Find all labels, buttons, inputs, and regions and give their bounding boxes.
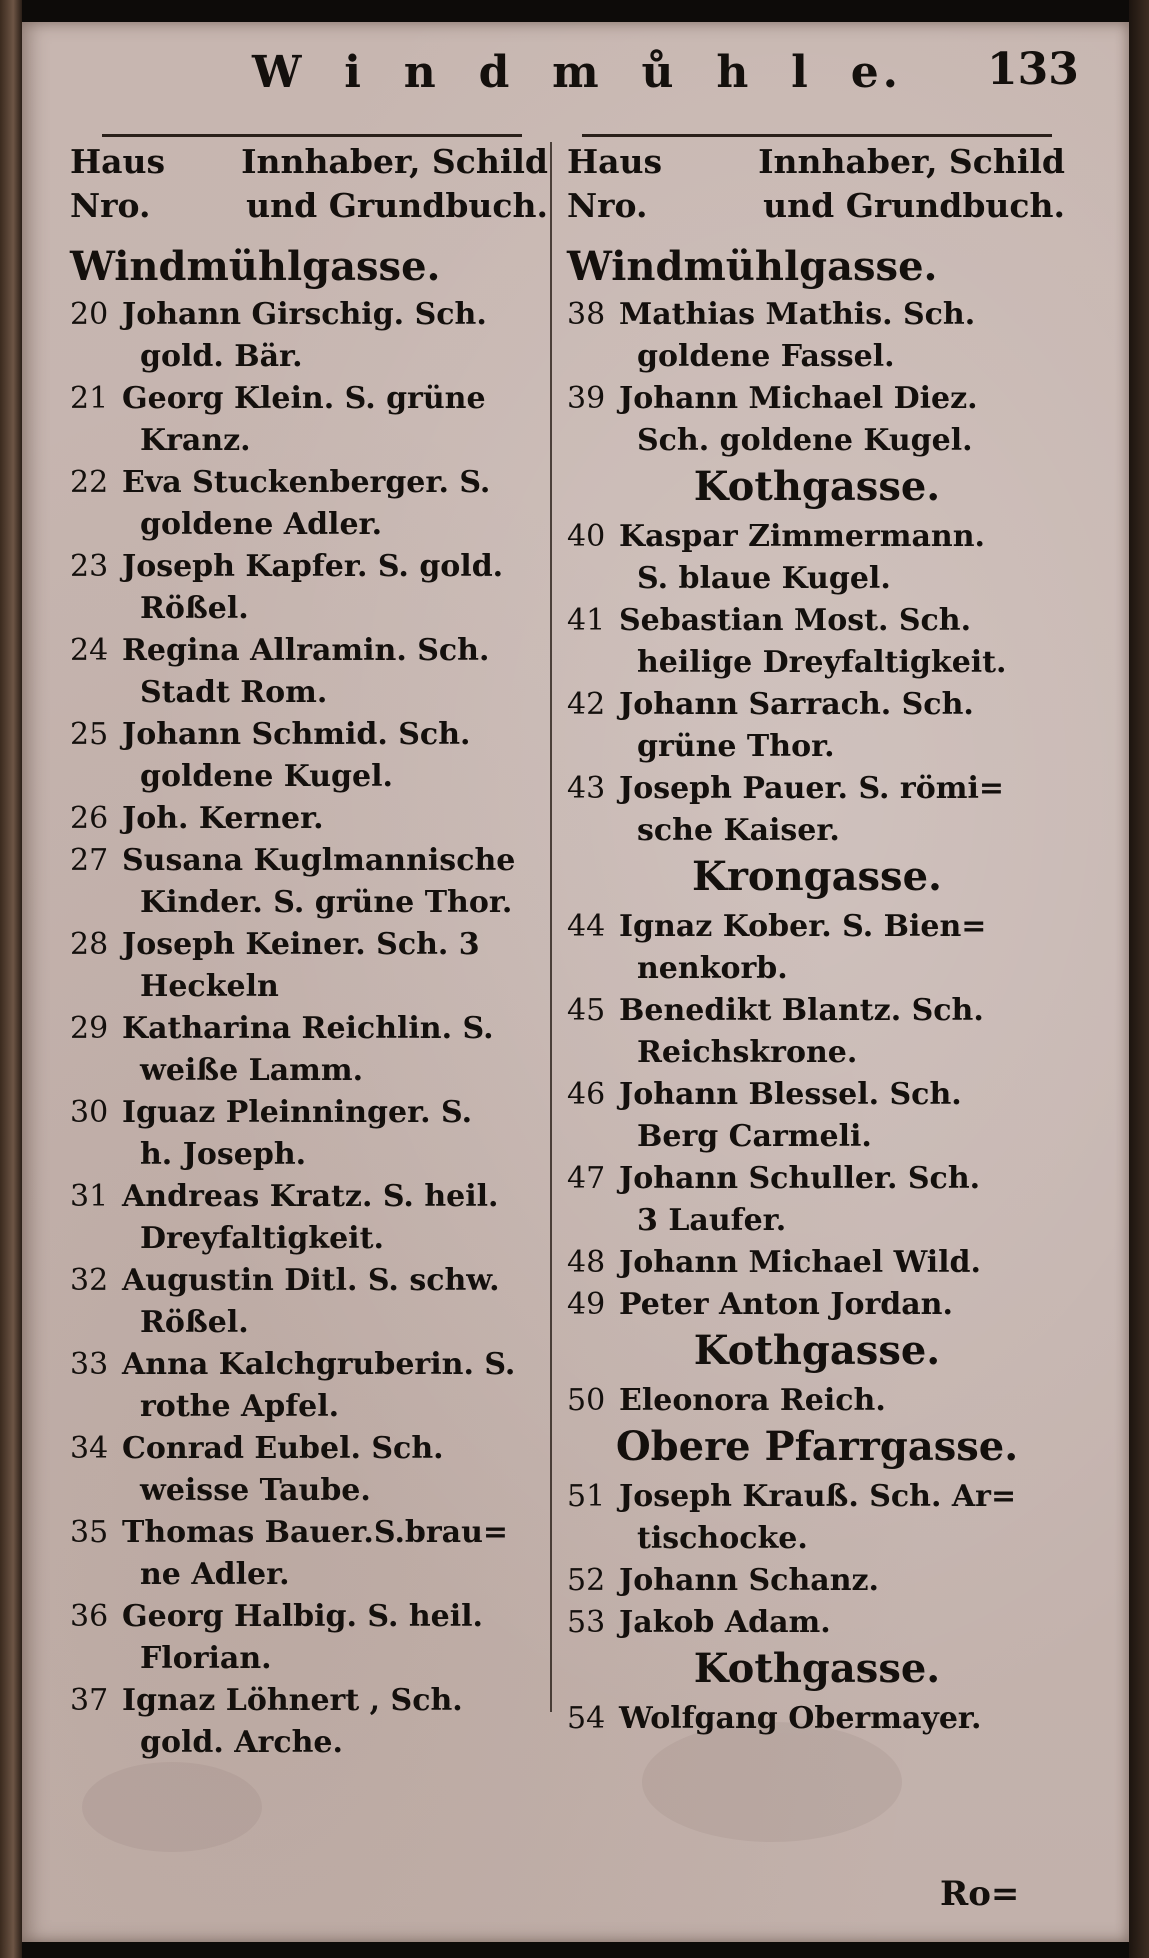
entry-text <box>122 630 550 714</box>
list-item <box>70 1596 550 1680</box>
list-item <box>567 1074 1067 1158</box>
owner-and-sign: Eleonora Reich. <box>619 1383 886 1418</box>
house-number: 21 <box>70 381 109 416</box>
house-number: 52 <box>567 1563 606 1598</box>
entry-text <box>122 798 550 840</box>
left-column <box>70 140 550 1764</box>
house-number: 47 <box>567 1161 606 1196</box>
sign-continuation: Rößel. <box>140 1305 249 1340</box>
house-number: 51 <box>567 1479 606 1514</box>
owner-and-sign: Susana Kuglmannische <box>122 843 516 878</box>
entry-text <box>122 1680 550 1764</box>
sign-continuation: weiße Lamm. <box>140 1053 364 1088</box>
list-item <box>567 294 1067 378</box>
sign-continuation: Heckeln <box>140 969 279 1004</box>
owner-and-sign: Eva Stuckenberger. S. <box>122 465 491 500</box>
owner-and-sign: Wolfgang Obermayer. <box>619 1701 982 1736</box>
entry-text <box>619 1560 1067 1602</box>
running-head-letter: ů <box>641 46 678 98</box>
list-item <box>70 1428 550 1512</box>
sign-continuation: h. Joseph. <box>140 1137 307 1172</box>
owner-and-sign: Ignaz Löhnert , Sch. <box>122 1683 463 1718</box>
entry-text <box>619 378 1067 462</box>
owner-and-sign: Johann Michael Wild. <box>619 1245 981 1280</box>
owner-and-sign: Johann Sarrach. Sch. <box>619 687 974 722</box>
list-item <box>70 1092 550 1176</box>
house-number: 48 <box>567 1245 606 1280</box>
house-number: 23 <box>70 549 109 584</box>
right-column <box>567 140 1067 1740</box>
owner-and-sign: Ignaz Kober. S. Bien= <box>619 909 987 944</box>
entry-text <box>122 1344 550 1428</box>
sign-continuation: grüne Thor. <box>637 729 835 764</box>
list-item <box>70 798 550 840</box>
house-number: 43 <box>567 771 606 806</box>
house-number: 22 <box>70 465 109 500</box>
list-item <box>567 1476 1067 1560</box>
sign-continuation: weisse Taube. <box>140 1473 371 1508</box>
sign-continuation: ne Adler. <box>140 1557 290 1592</box>
land-register-label: und Grundbuch. <box>763 186 1065 225</box>
street-heading: Obere Pfarrgasse. <box>615 1423 1019 1470</box>
list-item <box>70 1008 550 1092</box>
owner-and-sign: Georg Klein. S. grüne <box>122 381 486 416</box>
house-number: 38 <box>567 297 606 332</box>
owner-and-sign: Johann Schmid. Sch. <box>122 717 471 752</box>
house-number: 30 <box>70 1095 109 1130</box>
entry-text <box>619 1242 1067 1284</box>
sign-continuation: tischocke. <box>637 1521 808 1556</box>
sign-continuation: heilige Dreyfaltigkeit. <box>637 645 1007 680</box>
house-number: 26 <box>70 801 109 836</box>
owner-label: Innhaber, Schild <box>758 142 1065 181</box>
owner-and-sign: Anna Kalchgruberin. S. <box>122 1347 516 1382</box>
house-number: 53 <box>567 1605 606 1640</box>
house-number: 36 <box>70 1599 109 1634</box>
catchword: Ro= <box>940 1874 1020 1914</box>
house-number: 25 <box>70 717 109 752</box>
sign-continuation: goldene Fassel. <box>637 339 895 374</box>
owner-and-sign: Conrad Eubel. Sch. <box>122 1431 444 1466</box>
entry-text <box>122 294 550 378</box>
entry-text <box>122 840 550 924</box>
sign-continuation: Kranz. <box>140 423 251 458</box>
running-head-letter: d <box>478 46 514 98</box>
running-head-letter: m <box>552 46 603 98</box>
house-number: 39 <box>567 381 606 416</box>
entry-text <box>619 1602 1067 1644</box>
entry-text <box>619 1698 1067 1740</box>
street-heading: Kothgasse. <box>693 463 941 510</box>
entry-text <box>619 768 1067 852</box>
owner-and-sign: Andreas Kratz. S. heil. <box>122 1179 499 1214</box>
header-rule-right <box>582 134 1052 137</box>
house-number-label: Nro. <box>567 186 648 225</box>
entry-list <box>70 294 550 1764</box>
street-heading: Kothgasse. <box>693 1645 941 1692</box>
list-item <box>567 600 1067 684</box>
sign-continuation: Rößel. <box>140 591 249 626</box>
owner-and-sign: Joseph Keiner. Sch. 3 <box>122 927 480 962</box>
entry-text <box>122 1428 550 1512</box>
column-divider <box>550 142 552 1712</box>
list-item <box>70 1512 550 1596</box>
owner-and-sign: Joseph Kapfer. S. gold. <box>122 549 504 584</box>
list-item <box>70 1344 550 1428</box>
house-number: 46 <box>567 1077 606 1112</box>
book-binding-left <box>0 0 22 1958</box>
list-item <box>567 906 1067 990</box>
owner-and-sign: Johann Girschig. Sch. <box>122 297 487 332</box>
list-item <box>567 1602 1067 1644</box>
entry-text <box>122 714 550 798</box>
list-item <box>567 990 1067 1074</box>
running-head-letter: h <box>716 46 753 98</box>
running-head-letter: W <box>252 46 306 98</box>
list-item <box>567 1560 1067 1602</box>
sign-continuation: 3 Laufer. <box>637 1203 787 1238</box>
list-item <box>567 768 1067 852</box>
list-item <box>70 546 550 630</box>
entry-text <box>619 1380 1067 1422</box>
house-number: 42 <box>567 687 606 722</box>
sign-continuation: sche Kaiser. <box>637 813 840 848</box>
owner-and-sign: Katharina Reichlin. S. <box>122 1011 494 1046</box>
running-head-letter: i <box>344 46 365 98</box>
owner-and-sign: Mathias Mathis. Sch. <box>619 297 976 332</box>
street-heading: Kothgasse. <box>693 1327 941 1374</box>
running-head-letter: l <box>791 46 812 98</box>
entry-text <box>122 1092 550 1176</box>
list-item <box>70 840 550 924</box>
house-number: 31 <box>70 1179 109 1214</box>
column-header <box>70 140 550 228</box>
house-label: Haus <box>567 142 663 181</box>
land-register-label: und Grundbuch. <box>246 186 548 225</box>
owner-and-sign: Georg Halbig. S. heil. <box>122 1599 483 1634</box>
owner-and-sign: Joseph Krauß. Sch. Ar= <box>619 1479 1017 1514</box>
entry-text <box>122 1176 550 1260</box>
list-item <box>70 1260 550 1344</box>
ink-smudge <box>82 1762 262 1852</box>
page-sheet <box>22 22 1129 1942</box>
sign-continuation: S. blaue Kugel. <box>637 561 891 596</box>
street-heading: Krongasse. <box>692 853 942 900</box>
house-number: 45 <box>567 993 606 1028</box>
list-item <box>70 462 550 546</box>
owner-and-sign: Peter Anton Jordan. <box>619 1287 953 1322</box>
entry-text <box>122 1512 550 1596</box>
list-item <box>567 1242 1067 1284</box>
owner-and-sign: Johann Michael Diez. <box>619 381 978 416</box>
page-number: 133 <box>987 44 1079 95</box>
entry-text <box>619 294 1067 378</box>
house-number: 54 <box>567 1701 606 1736</box>
book-binding-right <box>1129 0 1149 1958</box>
sign-continuation: Florian. <box>140 1641 272 1676</box>
house-number: 28 <box>70 927 109 962</box>
entry-text <box>619 1074 1067 1158</box>
column-header <box>567 140 1067 228</box>
owner-and-sign: Regina Allramin. Sch. <box>122 633 490 668</box>
house-number: 44 <box>567 909 606 944</box>
list-item <box>567 684 1067 768</box>
entry-text <box>122 462 550 546</box>
list-item <box>567 378 1067 462</box>
entry-text <box>122 924 550 1008</box>
ink-smudge <box>642 1722 902 1842</box>
list-item <box>70 1680 550 1764</box>
entry-text <box>122 1008 550 1092</box>
sign-continuation: Reichskrone. <box>637 1035 858 1070</box>
entry-text <box>619 1158 1067 1242</box>
list-item <box>70 714 550 798</box>
entry-text <box>619 600 1067 684</box>
entry-text <box>619 906 1067 990</box>
street-heading: Windmühlgasse. <box>70 243 441 290</box>
list-item <box>70 924 550 1008</box>
sign-continuation: gold. Bär. <box>140 339 303 374</box>
owner-and-sign: Joseph Pauer. S. römi= <box>619 771 1005 806</box>
sign-continuation: gold. Arche. <box>140 1725 343 1760</box>
owner-and-sign: Augustin Ditl. S. schw. <box>122 1263 500 1298</box>
owner-and-sign: Jakob Adam. <box>619 1605 831 1640</box>
running-head <box>252 42 902 102</box>
owner-and-sign: Sebastian Most. Sch. <box>619 603 972 638</box>
entry-text <box>619 990 1067 1074</box>
sign-continuation: Kinder. S. grüne Thor. <box>140 885 513 920</box>
running-head-letter: n <box>403 46 440 98</box>
owner-and-sign: Benedikt Blantz. Sch. <box>619 993 984 1028</box>
sign-continuation: Berg Carmeli. <box>637 1119 872 1154</box>
sign-continuation: goldene Kugel. <box>140 759 393 794</box>
house-number: 49 <box>567 1287 606 1322</box>
entry-text <box>122 1260 550 1344</box>
house-number: 27 <box>70 843 109 878</box>
list-item <box>567 516 1067 600</box>
entry-text <box>122 378 550 462</box>
entry-text <box>619 516 1067 600</box>
street-heading: Windmühlgasse. <box>567 243 938 290</box>
house-number: 33 <box>70 1347 109 1382</box>
owner-and-sign: Thomas Bauer.S.brau= <box>122 1515 509 1550</box>
house-number: 50 <box>567 1383 606 1418</box>
house-number: 41 <box>567 603 606 638</box>
owner-and-sign: Kaspar Zimmermann. <box>619 519 985 554</box>
entry-text <box>619 684 1067 768</box>
entry-text <box>619 1476 1067 1560</box>
sign-continuation: Dreyfaltigkeit. <box>140 1221 384 1256</box>
house-number: 32 <box>70 1263 109 1298</box>
list-item <box>567 1380 1067 1422</box>
house-number: 34 <box>70 1431 109 1466</box>
owner-and-sign: Johann Blessel. Sch. <box>619 1077 962 1112</box>
entry-text <box>122 1596 550 1680</box>
list-item <box>567 1158 1067 1242</box>
list-item <box>70 1176 550 1260</box>
house-number: 29 <box>70 1011 109 1046</box>
sign-continuation: Stadt Rom. <box>140 675 328 710</box>
house-number: 35 <box>70 1515 109 1550</box>
running-head-letter: e. <box>850 46 902 98</box>
house-number: 37 <box>70 1683 109 1718</box>
sign-continuation: Sch. goldene Kugel. <box>637 423 973 458</box>
list-item <box>567 1698 1067 1740</box>
house-number: 24 <box>70 633 109 668</box>
owner-and-sign: Johann Schuller. Sch. <box>619 1161 981 1196</box>
header-rule-left <box>102 134 522 137</box>
house-number-label: Nro. <box>70 186 151 225</box>
house-label: Haus <box>70 142 166 181</box>
section-list <box>567 228 1067 1740</box>
owner-and-sign: Iguaz Pleinninger. S. <box>122 1095 473 1130</box>
list-item <box>70 630 550 714</box>
house-number: 40 <box>567 519 606 554</box>
entry-text <box>619 1284 1067 1326</box>
sign-continuation: nenkorb. <box>637 951 788 986</box>
list-item <box>70 294 550 378</box>
list-item <box>567 1284 1067 1326</box>
owner-and-sign: Johann Schanz. <box>619 1563 879 1598</box>
sign-continuation: rothe Apfel. <box>140 1389 340 1424</box>
sign-continuation: goldene Adler. <box>140 507 383 542</box>
entry-text <box>122 546 550 630</box>
owner-and-sign: Joh. Kerner. <box>122 801 324 836</box>
list-item <box>70 378 550 462</box>
owner-label: Innhaber, Schild <box>241 142 548 181</box>
house-number: 20 <box>70 297 109 332</box>
